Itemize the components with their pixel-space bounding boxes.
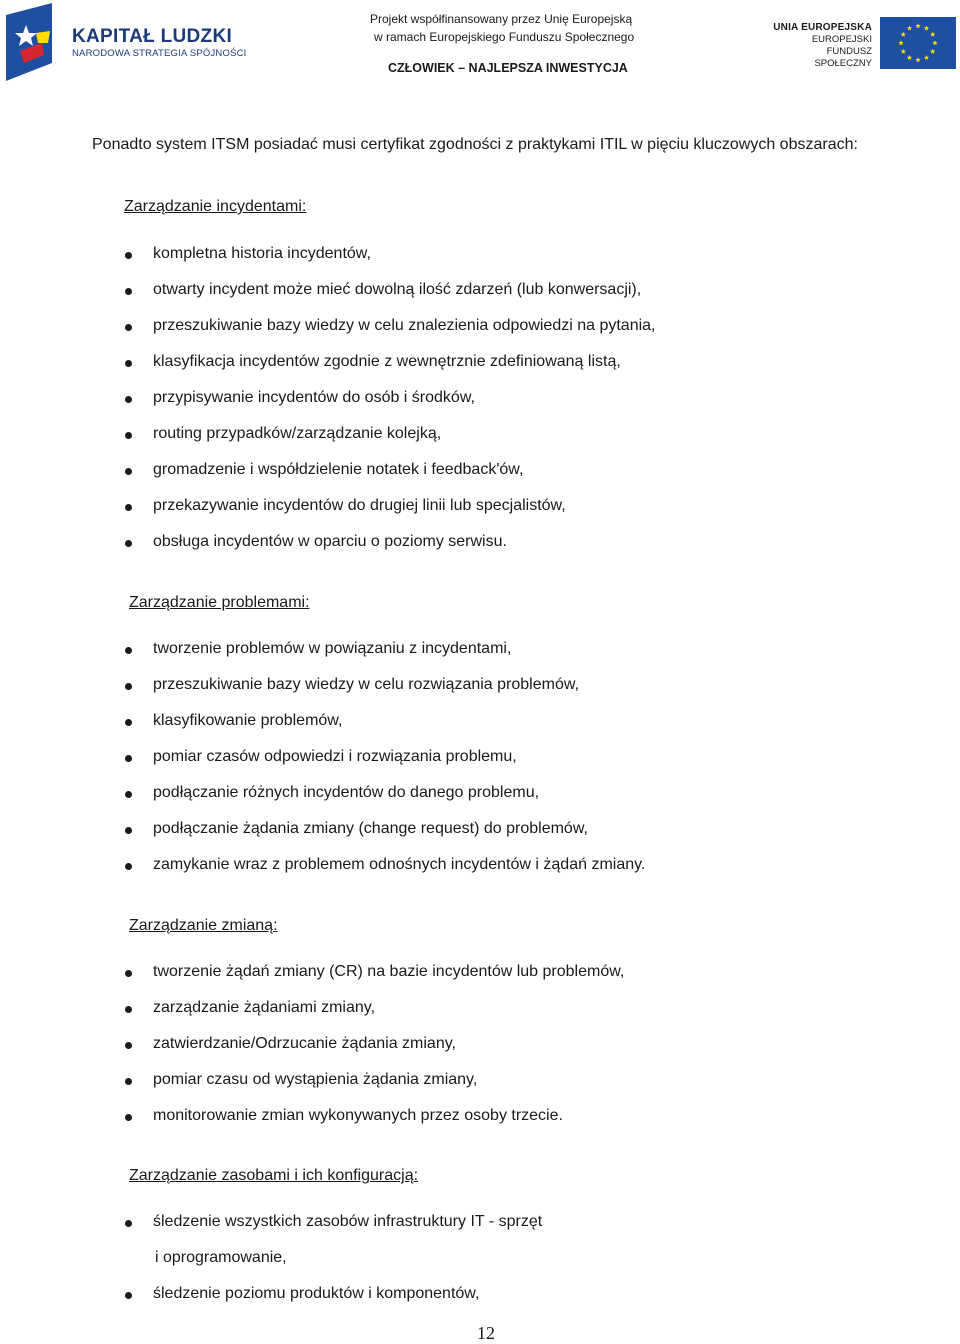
project-info (340, 10, 760, 46)
bullet-icon (125, 324, 132, 331)
kl-title: KAPITAŁ LUDZKI (72, 26, 233, 47)
bullet-icon (125, 1006, 132, 1013)
kapital-ludzki-wordmark (72, 26, 247, 60)
bullet-icon (125, 1220, 132, 1227)
bullet-icon (125, 1292, 132, 1299)
bullet-icon (125, 1078, 132, 1085)
page-header (0, 0, 960, 90)
page-number: 12 (477, 1323, 495, 1343)
section-heading-incidents: Zarządzanie incydentami: (124, 198, 307, 215)
bullet-icon (125, 683, 132, 690)
motto: CZŁOWIEK – NAJLEPSZA INWESTYCJA (388, 61, 628, 75)
bullet-icon (125, 432, 132, 439)
eu-line-3: FUNDUSZ SPOŁECZNY (814, 46, 872, 69)
bullet-icon (125, 396, 132, 403)
intro-paragraph: Ponadto system ITSM posiadać musi certyfikat zgodności z praktykami ITIL w pięciu kluczowych obszarach: (92, 136, 858, 153)
project-line-2: w ramach Europejskiego Funduszu Społecznego (374, 30, 635, 44)
bullet-icon (125, 288, 132, 295)
bullet-icon (125, 1042, 132, 1049)
eu-wordmark (772, 22, 872, 70)
kapital-ludzki-logo-icon (6, 3, 64, 81)
eu-line-1: UNIA EUROPEJSKA (773, 22, 872, 33)
bullet-icon (125, 719, 132, 726)
bullet-icon (125, 755, 132, 762)
project-line-1: Projekt współfinansowany przez Unię Europejską (370, 12, 633, 26)
bullet-icon (125, 360, 132, 367)
section-heading-change: Zarządzanie zmianą: (129, 917, 278, 934)
section-heading-problems: Zarządzanie problemami: (129, 594, 310, 611)
bullet-icon (125, 863, 132, 870)
eu-flag-icon (880, 17, 956, 69)
bullet-icon (125, 468, 132, 475)
bullet-icon (125, 970, 132, 977)
bullet-icon (125, 1114, 132, 1121)
bullet-icon (125, 647, 132, 654)
bullet-icon (125, 791, 132, 798)
bullet-icon (125, 504, 132, 511)
section-heading-assets: Zarządzanie zasobami i ich konfiguracją: (129, 1167, 419, 1184)
bullet-icon (125, 540, 132, 547)
bullet-icon (125, 827, 132, 834)
kl-subtitle: NARODOWA STRATEGIA SPÓJNOŚCI (72, 48, 247, 59)
eu-line-2: EUROPEJSKI (811, 34, 872, 45)
bullet-icon (125, 252, 132, 259)
